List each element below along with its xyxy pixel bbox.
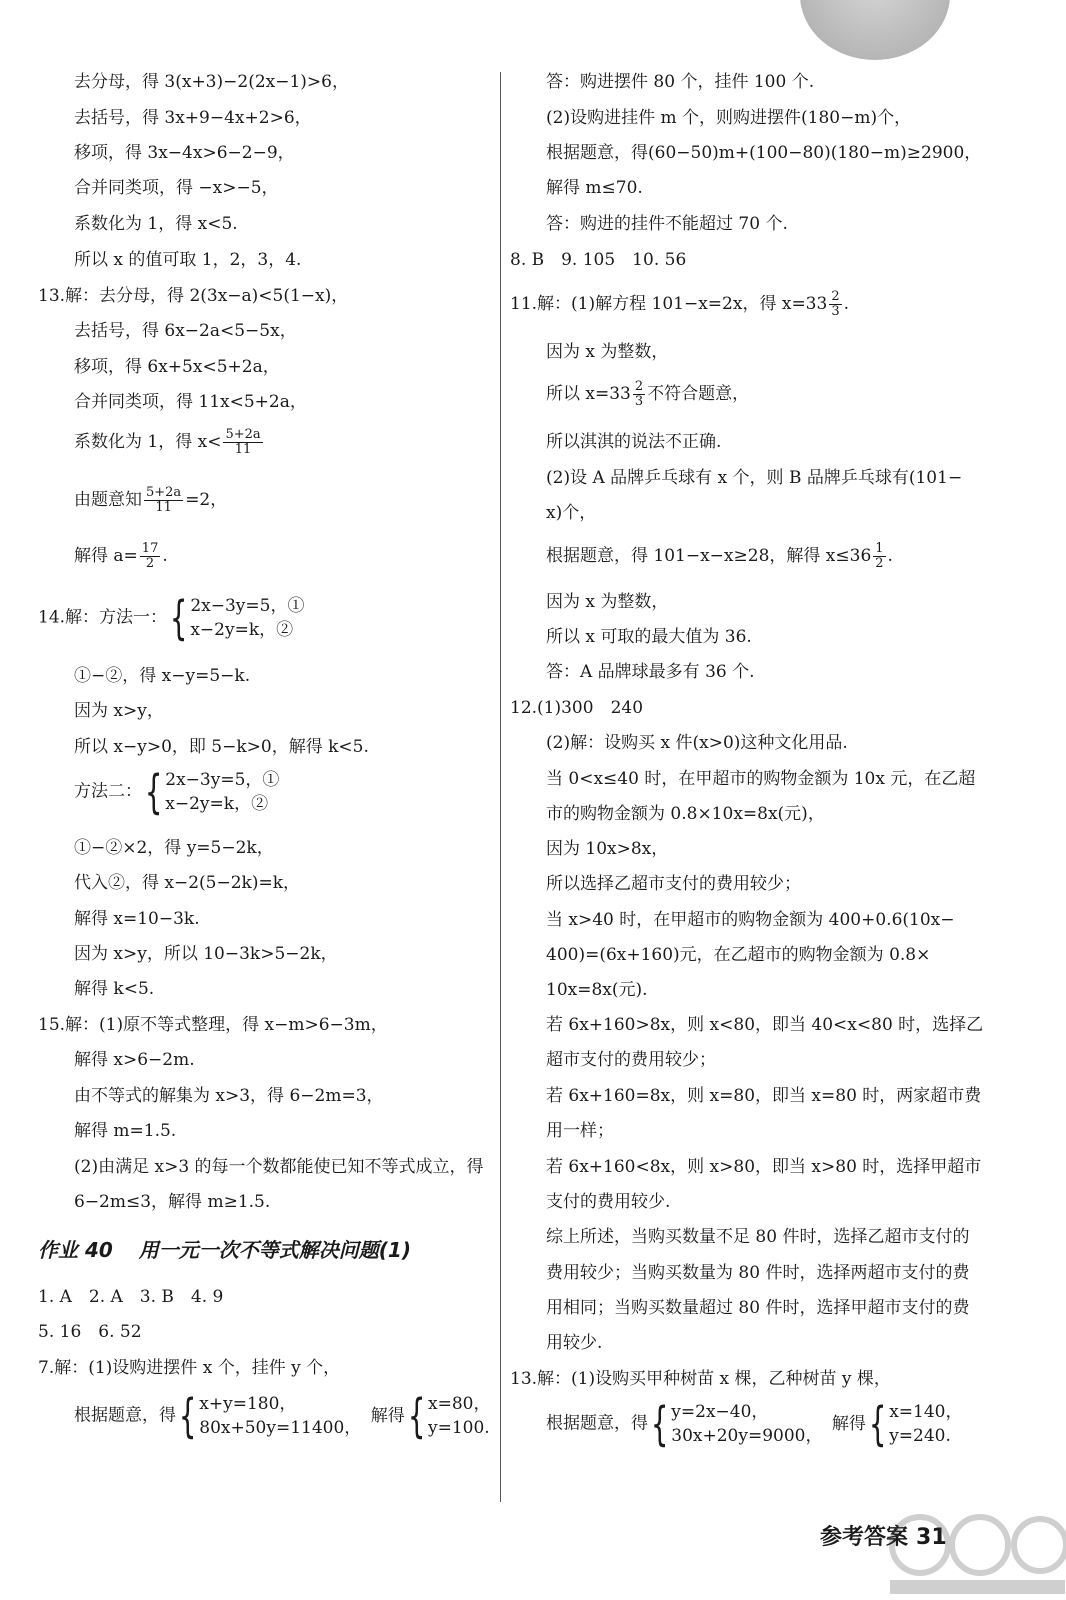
text-line: 所以 x−y>0，即 5−k>0，解得 k<5. [74,737,369,757]
text-line: 所以选择乙超市支付的费用较少； [546,874,801,894]
text-line: ①−②，得 x−y=5−k. [74,666,251,686]
text-line: 解得 a= $\frac{17}{2}$ . [74,541,168,571]
question-13-line: 13.解：(1)设购买甲种树苗 x 棵，乙种树苗 y 棵， [510,1369,891,1389]
answer-line: 5. 16 6. 52 [38,1322,142,1342]
text-line: 因为 x 为整数， [546,342,669,362]
text-line: 因为 x 为整数， [546,592,669,612]
text-line: (2)设 A 品牌乒乓球有 x 个，则 B 品牌乒乓球有(101− [546,468,963,488]
question-11-line: 11.解：(1)解方程 101−x=2x，得 x=33 $\frac{2}{3}$ . [510,289,850,319]
text-line: 由题意知 $\frac{5+2a}{11}$ =2， [74,485,228,515]
text-line: 根据题意，得(60−50)m+(100−80)(180−m)≥2900， [546,143,982,163]
text-line: 去括号，得 3x+9−4x+2>6， [74,108,312,128]
answer-line: 1. A 2. A 3. B 4. 9 [38,1287,224,1307]
question-15-line: 15.解：(1)原不等式整理，得 x−m>6−3m， [38,1015,388,1035]
section-label: 作业 40 [38,1238,113,1262]
question-7-line: 7.解：(1)设购进摆件 x 个，挂件 y 个， [38,1358,341,1378]
text-line: 用较少. [546,1333,603,1353]
text-line: (2)设购进挂件 m 个，则购进摆件(180−m)个， [546,108,912,128]
text-line: 解得 k<5. [74,979,155,999]
text-line: 因为 x>y， [74,701,164,721]
text-line: 合并同类项，得 11x<5+2a， [74,392,307,412]
text-line: 所以淇淇的说法不正确. [546,432,722,452]
text-line: 答：A 品牌球最多有 36 个. [546,662,755,682]
solution-system: { x=140， y=240. [868,1397,963,1451]
text-line: 用相同；当购买数量超过 80 件时，选择甲超市支付的费 [546,1298,970,1318]
text-line: 若 6x+160<8x，则 x>80，即当 x>80 时，选择甲超市 [546,1157,982,1177]
text-line: 解得 x=10−3k. [74,909,200,929]
equation-system: { x+y=180， 80x+50y=11400， [178,1389,362,1443]
text-line: 所以 x 的值可取 1，2，3，4. [74,250,302,270]
question-12-line: 12.(1)300 240 [510,698,644,718]
section-heading [38,1234,411,1263]
text-line: 答：购进的挂件不能超过 70 个. [546,214,788,234]
fraction: $\frac{1}{2}$ [875,541,884,571]
fraction: $\frac{2}{3}$ [831,289,840,319]
text-line: 当 0<x≤40 时，在甲超市的购物金额为 10x 元，在乙超 [546,769,976,789]
fraction: $\frac{17}{2}$ [141,541,159,571]
text-line: 超市支付的费用较少； [546,1050,716,1070]
text-line: 去分母，得 3(x+3)−2(2x−1)>6， [74,72,349,92]
text-line: x)个， [546,503,597,523]
fraction: $\frac{5+2a}{11}$ [225,427,261,457]
watermark-logo-icon [880,1505,1066,1600]
text-line: 用一样； [546,1121,614,1141]
text-line: 若 6x+160>8x，则 x<80，即当 40<x<80 时，选择乙 [546,1015,984,1035]
answer-line: 8. B 9. 105 10. 56 [510,250,687,270]
page-number: 31 [916,1525,947,1550]
text-line: 解得 m=1.5. [74,1121,177,1141]
text-line: 代入②，得 x−2(5−2k)=k， [74,873,301,893]
text-line: (2)由满足 x>3 的每一个数都能使已知不等式成立，得 [74,1157,484,1177]
text-line: 综上所述，当购买数量不足 80 件时，选择乙超市支付的 [546,1227,970,1247]
text-line: 当 x>40 时，在甲超市的购物金额为 400+0.6(10x− [546,910,955,930]
text-line: 因为 x>y，所以 10−3k>5−2k， [74,944,338,964]
text-line: 系数化为 1，得 x<5. [74,214,238,234]
question-13-line: 13.解：去分母，得 2(3x−a)<5(1−x)， [38,286,349,306]
text-line: 若 6x+160=8x，则 x=80，即当 x=80 时，两家超市费 [546,1086,982,1106]
fraction: $\frac{2}{3}$ [634,379,644,409]
equation-system: { 2x−3y=5，① x−2y=k，② [144,765,280,819]
text-line: 10x=8x(元). [546,980,648,1000]
column-divider [500,72,501,1502]
text-line: 所以 x=33 $\frac{2}{3}$ 不符合题意， [546,379,750,409]
text-line: 移项，得 6x+5x<5+2a， [74,357,280,377]
text-line: 根据题意，得 101−x−x≥28，解得 x≤36 $\frac{1}{2}$ . [546,541,893,571]
text-line: 由不等式的解集为 x>3，得 6−2m=3， [74,1086,384,1106]
text-line: ①−②×2，得 y=5−2k， [74,838,274,858]
text-line: (2)解：设购买 x 件(x>0)这种文化用品. [546,733,848,753]
fraction: $\frac{5+2a}{11}$ [146,485,182,515]
text-line: 合并同类项，得 −x>−5， [74,178,279,198]
text-line: 根据题意，得 { x+y=180， 80x+50y=11400， 解得 { x=80， y=100. [74,1389,491,1443]
question-14-line: 14.解：方法一： { 2x−3y=5，① x−2y=k，② [38,591,305,645]
text-line: 答：购进摆件 80 个，挂件 100 个. [546,72,815,92]
text-line: 因为 10x>8x， [546,839,669,859]
text-line: 根据题意，得 { y=2x−40， 30x+20y=9000， 解得 { x=140， y=240. [546,1397,963,1451]
text-line: 去括号，得 6x−2a<5−5x， [74,321,297,341]
text-line: 方法二： { 2x−3y=5，① x−2y=k，② [74,765,280,819]
text-line: 解得 x>6−2m. [74,1050,195,1070]
text-line: 6−2m≤3，解得 m≥1.5. [74,1192,271,1212]
text-line: 系数化为 1，得 x< $\frac{5+2a}{11}$ [74,427,261,457]
section-title: 用一元一次不等式解决问题(1) [138,1238,411,1262]
text-line: 支付的费用较少. [546,1192,671,1212]
decorative-circle [800,0,950,60]
solution-system: { x=80， y=100. [407,1389,491,1443]
text-line: 市的购物金额为 0.8×10x=8x(元)， [546,804,825,824]
equation-system: { 2x−3y=5，① x−2y=k，② [169,591,305,645]
text-line: 移项，得 3x−4x>6−2−9， [74,143,295,163]
text-line: 费用较少；当购买数量为 80 件时，选择两超市支付的费 [546,1263,970,1283]
text-line: 所以 x 可取的最大值为 36. [546,627,752,647]
text-line: 400)=(6x+160)元，在乙超市的购物金额为 0.8× [546,945,931,965]
equation-system: { y=2x−40， 30x+20y=9000， [650,1397,823,1451]
text-line: 解得 m≤70. [546,178,643,198]
footer-label: 参考答案 [820,1525,909,1550]
